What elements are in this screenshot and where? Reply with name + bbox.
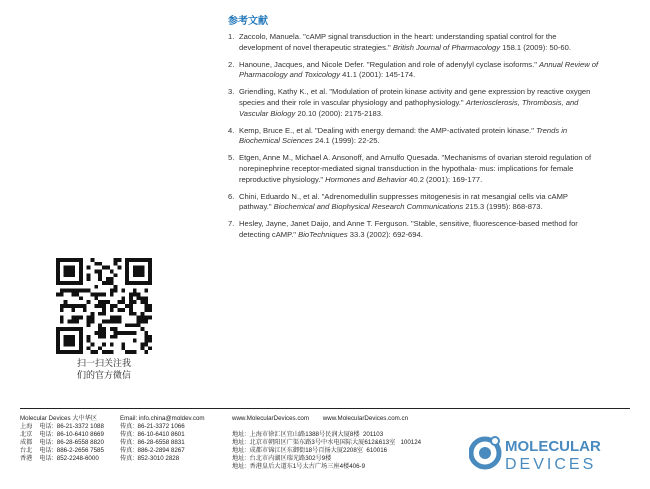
reference-text xyxy=(239,219,600,240)
reference-number: 6. xyxy=(228,191,235,201)
reference-citation: Griendling, Kathy K., et al. "Modulation of protein kinase activity and gene expression by reactive oxygen species and their role in vascular physiology and pathophysiology." xyxy=(239,87,591,107)
reference-item xyxy=(228,126,600,147)
reference-journal: Hormones and Behavior xyxy=(325,174,408,184)
reference-volume-pages: 33.3 (2002): 692-694. xyxy=(347,229,423,239)
reference-journal: Biochemical and Biophysical Research Communications xyxy=(273,202,464,212)
reference-volume-pages: 215.3 (1995): 868-873. xyxy=(463,202,543,212)
qr-caption-line2: 们的官方微信 xyxy=(76,370,131,380)
reference-text xyxy=(239,87,600,119)
reference-item xyxy=(228,32,600,53)
reference-item xyxy=(228,60,600,81)
qr-caption xyxy=(60,357,148,381)
reference-citation: Kemp, Bruce E., et al. "Dealing with energy demand: the AMP-activated protein kinase." xyxy=(239,125,537,135)
reference-citation: Zaccolo, Manuela. "cAMP signal transduction in the heart: understanding spatial control for the development of novel therapeutic strategies." xyxy=(239,32,557,52)
reference-citation: Chini, Eduardo N., et al. "Adrenomedullin suppresses mitogenesis in rat mesangial cells via cAMP pathway." xyxy=(239,191,568,212)
reference-volume-pages: 20.10 (2000): 2175-2183. xyxy=(295,108,384,118)
footer-websites[interactable]: www.MolecularDevices.com www.MolecularDevices.com.cn xyxy=(232,415,409,422)
reference-citation: Etgen, Anne M., Michael A. Ansonoff, and Arnulfo Quesada. "Mechanisms of ovarian steroid regulation of norepinephrine receptor-mediated signal transduction in the hypothala- mus: implications for female reproductive physiology." xyxy=(239,153,592,184)
molecular-devices-logo xyxy=(469,432,625,474)
logo-text-molecular: MOLECULAR xyxy=(505,438,601,455)
footer-addresses: 地址: 上海市徐汇区宜山路1388号民润大厦8楼 201103 地址: 北京市朝阳区广渠东路3号中水电国际大厦612&613室 100124 地址: 成都市锦江区东御街18号百扬大厦2208室 610016 地址: 台北市内湖区瑞光路302号9楼 地址: 香港皇后大道东1号太古广场三座4楼406-9 xyxy=(232,431,422,470)
reference-item xyxy=(228,87,600,119)
reference-number: 7. xyxy=(228,219,235,229)
reference-volume-pages: 24.1 (1999): 22-25. xyxy=(312,136,380,146)
reference-number: 4. xyxy=(228,125,235,135)
reference-item xyxy=(228,153,600,185)
reference-journal: Arteriosclerosis, Thrombosis, and Vascular Biology xyxy=(239,97,579,118)
reference-journal: BioTechniques xyxy=(298,229,348,239)
reference-volume-pages: 158.1 (2009): 50-60. xyxy=(500,42,571,52)
reference-text xyxy=(239,126,600,147)
reference-journal: Annual Review of Pharmacology and Toxicology xyxy=(239,59,599,80)
reference-volume-pages: 40.2 (2001): 169-177. xyxy=(407,174,483,184)
reference-journal: British Journal of Pharmacology xyxy=(392,42,501,52)
reference-number: 1. xyxy=(228,32,235,41)
reference-item xyxy=(228,192,600,213)
reference-citation: Hesley, Jayne, Janet Daijo, and Anne T. Ferguson. "Stable, sensitive, fluorescence-based method for detecting cAMP." xyxy=(239,219,578,239)
qr-code xyxy=(56,258,152,354)
reference-text xyxy=(239,32,600,53)
reference-number: 2. xyxy=(228,59,235,69)
references-title: 参考文献 xyxy=(228,16,268,27)
reference-citation: Hanoune, Jacques, and Nicole Defer. "Regulation and role of adenylyl cyclase isoforms." xyxy=(239,59,540,69)
logo-text-devices: DEVICES xyxy=(505,456,597,473)
logo-molecule-icon xyxy=(471,437,499,467)
reference-volume-pages: 41.1 (2001): 145-174. xyxy=(340,70,416,80)
reference-number: 3. xyxy=(228,87,235,97)
reference-text xyxy=(239,60,600,81)
footer-divider xyxy=(20,408,630,409)
reference-list xyxy=(228,32,600,247)
reference-item xyxy=(228,219,600,240)
reference-journal: Trends in Biochemical Sciences xyxy=(239,125,568,146)
footer-fax: Email: info.china@moldev.com 传真: 86-21-3372 1066 传真: 86-10-6410 8601 传真: 86-28-6558 8831 传真: 886-2-2894 8267 传真: 852-3010 2828 xyxy=(120,415,205,462)
reference-text xyxy=(239,153,600,185)
reference-number: 5. xyxy=(228,153,235,163)
reference-text xyxy=(239,192,600,213)
footer-offices: Molecular Devices 大中华区 上海 电话: 86-21-3372 1088 北京 电话: 86-10-6410 8669 成都 电话: 86-28-6558 8820 台北 电话: 886-2-2656 7585 香港 电话: 852-2248-6000 xyxy=(20,415,104,462)
qr-caption-line1: 扫一扫关注我 xyxy=(76,358,131,368)
